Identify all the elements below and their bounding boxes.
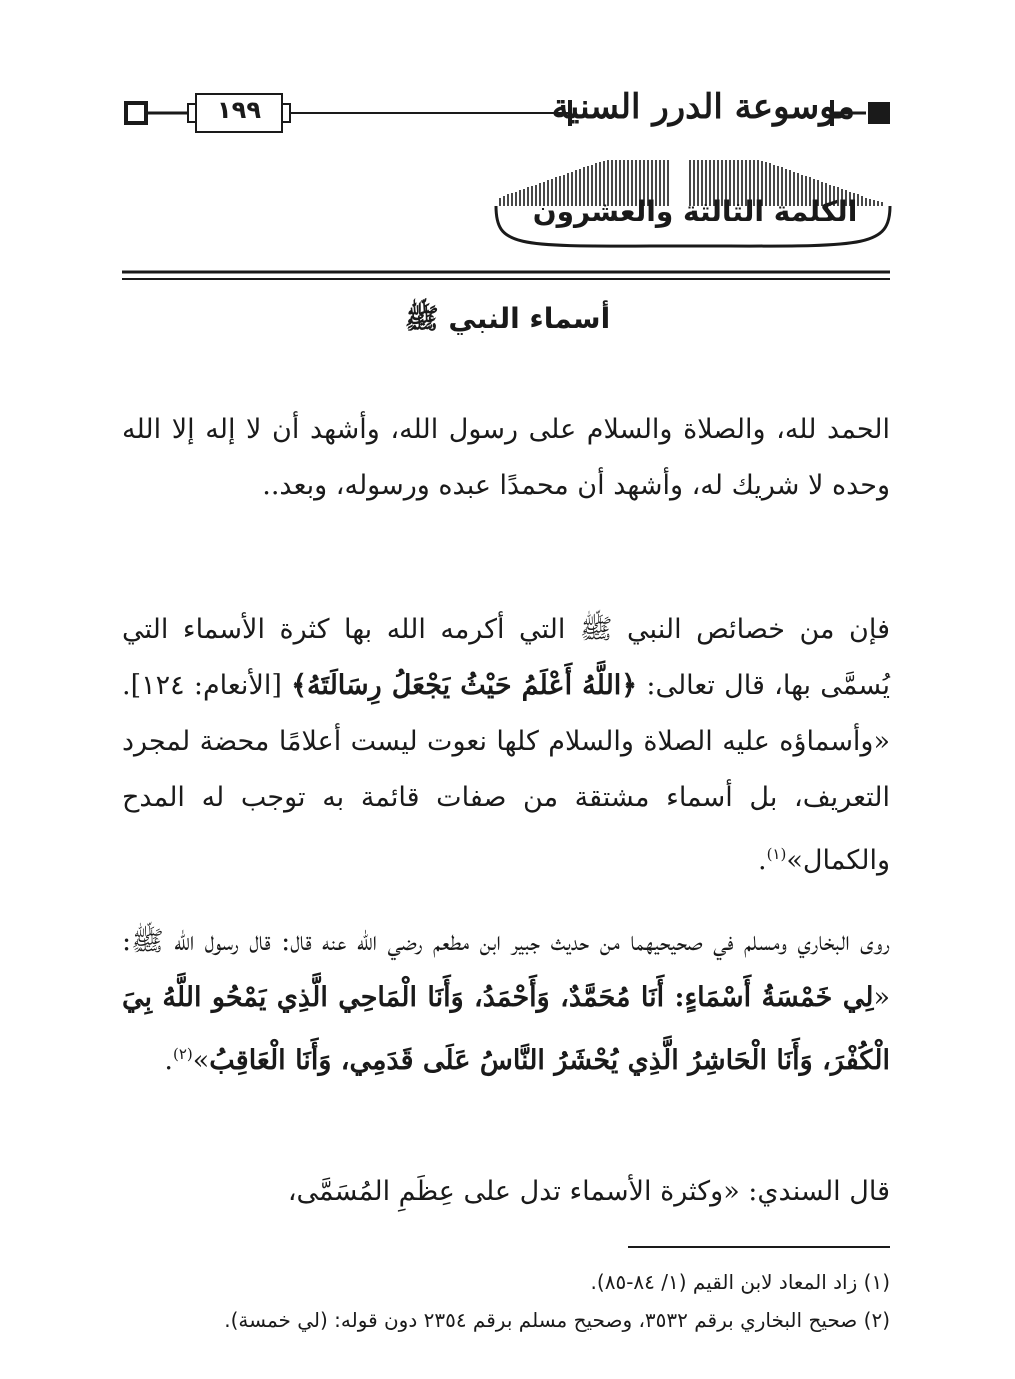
- section-title: أسماء النبي ﷺ: [404, 302, 611, 335]
- series-title: موسوعة الدرر السنية: [551, 87, 855, 127]
- paragraph-intro: الحمد لله، والصلاة والسلام على رسول الله، وأشهد أن لا إله إلا الله وحده لا شريك له، وأشهد أن محمدًا عبده ورسوله، وبعد..: [122, 414, 890, 501]
- footnote-separator: [628, 1246, 890, 1248]
- paragraph-text: فإن من خصائص النبي ﷺ التي أكرمه الله بها كثرة الأسماء التي يُسمَّى بها، قال تعالى:: [122, 614, 891, 701]
- footnote-ref: (٢): [172, 1045, 193, 1063]
- header-ornament: [0, 0, 1015, 290]
- paragraph-sindi: قال السندي: «وكثرة الأسماء تدل على عِظَمِ المُسَمَّى،: [287, 1176, 890, 1207]
- footnote-2: (٢) صحيح البخاري برقم ٣٥٣٢، وصحيح مسلم برقم ٢٣٥٤ دون قوله: (لي خمسة).: [224, 1308, 890, 1332]
- chapter-title: الكلمة الثالثة والعشرون: [532, 195, 858, 228]
- paragraph-hadith: [122, 914, 890, 1089]
- paragraph-end: .: [757, 845, 767, 876]
- hollow-square-icon: [126, 103, 146, 123]
- footnote-1: (١) زاد المعاد لابن القيم (١/ ٨٤-٨٥).: [590, 1270, 890, 1294]
- paragraph-names-of-prophet: [122, 602, 890, 889]
- footnote-ref: (١): [766, 845, 787, 863]
- hadith-text: لِي خَمْسَةُ أَسْمَاءٍ: أَنَا مُحَمَّدٌ، وَأَحْمَدُ، وَأَنَا الْمَاحِي الَّذِي يَمْحُو اللَّهُ بِيَ الْكُفْرَ، وَأَنَا الْحَاشِرُ الَّذِي يُحْشَرُ النَّاسُ عَلَى قَدَمِي، وَأَنَا الْعَاقِبُ: [122, 982, 890, 1076]
- filled-square-icon: [868, 102, 890, 124]
- quote-close: »: [192, 1045, 210, 1076]
- paragraph-end: .: [164, 1045, 173, 1076]
- quran-verse: ﴿اللَّهُ أَعْلَمُ حَيْثُ يَجْعَلُ رِسَالَتَهُ﴾: [291, 670, 638, 701]
- page-number: ١٩٩: [217, 96, 261, 124]
- paragraph-text: [الأنعام: ١٢٤]. «وأسماؤه عليه الصلاة والسلام كلها نعوت ليست أعلامًا محضة لمجرد التعريف، بل أسماء مشتقة من صفات قائمة به توجب له المدح والكمال»: [122, 670, 890, 876]
- paragraph-text: روى البخاري ومسلم في صحيحيهما من حديث جبير ابن مطعم رضي الله عنه قال: قال رسول الله ﷺ: «: [122, 926, 890, 1013]
